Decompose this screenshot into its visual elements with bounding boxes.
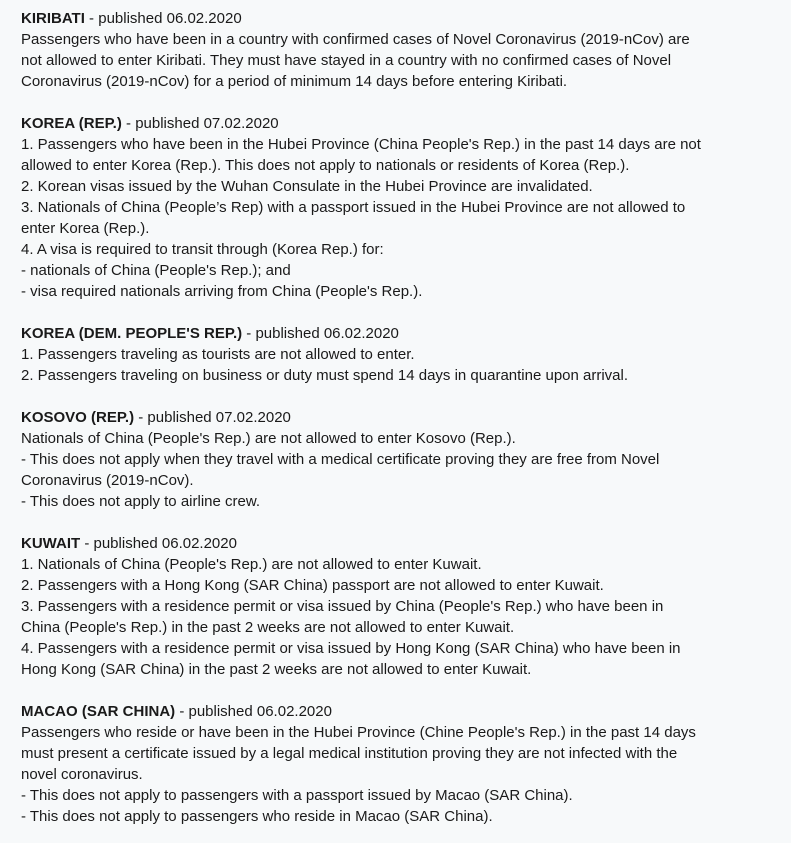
entry-heading xyxy=(21,323,785,344)
entry-line: - visa required nationals arriving from China (People's Rep.). xyxy=(21,283,423,300)
entry-heading xyxy=(21,533,785,554)
entry-kosovo-rep xyxy=(21,407,785,512)
entry-line: not allowed to enter Kiribati. They must have stayed in a country with no confirmed cases of Novel xyxy=(21,52,672,69)
entry-heading xyxy=(21,701,785,722)
published-date: - published 06.02.2020 xyxy=(80,535,237,552)
published-date: - published 06.02.2020 xyxy=(242,325,399,342)
entry-line: enter Korea (Rep.). xyxy=(21,220,150,237)
entry-line: 4. Passengers with a residence permit or visa issued by Hong Kong (SAR China) who have been in xyxy=(21,640,681,657)
entry-line: - This does not apply to airline crew. xyxy=(21,493,261,510)
entry-heading xyxy=(21,407,785,428)
country-name: KOREA (REP.) xyxy=(21,115,122,132)
entry-line: - This does not apply when they travel with a medical certificate proving they are free from Novel xyxy=(21,451,660,468)
entry-korea-rep xyxy=(21,113,785,302)
entry-line: - This does not apply to passengers with a passport issued by Macao (SAR China). xyxy=(21,787,573,804)
entry-line: Passengers who have been in a country with confirmed cases of Novel Coronavirus (2019-nCov) are xyxy=(21,31,690,48)
entry-line: 1. Passengers traveling as tourists are not allowed to enter. xyxy=(21,346,415,363)
entry-line: China (People's Rep.) in the past 2 weeks are not allowed to enter Kuwait. xyxy=(21,619,515,636)
published-date: - published 06.02.2020 xyxy=(175,703,332,720)
entry-kuwait xyxy=(21,533,785,680)
entry-heading xyxy=(21,8,785,29)
entry-line: 4. A visa is required to transit through (Korea Rep.) for: xyxy=(21,241,384,258)
entry-line: 3. Nationals of China (People’s Rep) with a passport issued in the Hubei Province are not allowed to xyxy=(21,199,686,216)
entry-line: allowed to enter Korea (Rep.). This does not apply to nationals or residents of Korea (Rep.). xyxy=(21,157,630,174)
published-date: - published 07.02.2020 xyxy=(134,409,291,426)
entry-line: must present a certificate issued by a legal medical institution proving they are not infected with the xyxy=(21,745,678,762)
entry-line: Coronavirus (2019-nCov) for a period of minimum 14 days before entering Kiribati. xyxy=(21,73,568,90)
entry-line: 3. Passengers with a residence permit or visa issued by China (People's Rep.) who have been in xyxy=(21,598,664,615)
entry-kiribati xyxy=(21,8,785,92)
entry-line: - This does not apply to passengers who reside in Macao (SAR China). xyxy=(21,808,493,825)
country-name: KOSOVO (REP.) xyxy=(21,409,135,426)
country-name: KOREA (DEM. PEOPLE'S REP.) xyxy=(21,325,243,342)
entry-line: Hong Kong (SAR China) in the past 2 weeks are not allowed to enter Kuwait. xyxy=(21,661,532,678)
entry-heading xyxy=(21,113,785,134)
entry-macao-sar-china xyxy=(21,701,785,827)
published-date: - published 06.02.2020 xyxy=(84,10,242,27)
entry-line: Passengers who reside or have been in the Hubei Province (Chine People's Rep.) in the past 14 days xyxy=(21,724,696,741)
entry-line: 2. Passengers traveling on business or duty must spend 14 days in quarantine upon arrival. xyxy=(21,367,629,384)
entry-line: Coronavirus (2019-nCov). xyxy=(21,472,194,489)
entry-line: 1. Nationals of China (People's Rep.) are not allowed to enter Kuwait. xyxy=(21,556,482,573)
entry-korea-dem-peoples-rep xyxy=(21,323,785,386)
published-date: - published 07.02.2020 xyxy=(121,115,279,132)
entry-line: 2. Korean visas issued by the Wuhan Consulate in the Hubei Province are invalidated. xyxy=(21,178,593,195)
entry-line: novel coronavirus. xyxy=(21,766,143,783)
country-name: KIRIBATI xyxy=(21,10,85,27)
entry-line: - nationals of China (People's Rep.); and xyxy=(21,262,291,279)
country-name: KUWAIT xyxy=(21,535,81,552)
entry-line: 2. Passengers with a Hong Kong (SAR China) passport are not allowed to enter Kuwait. xyxy=(21,577,604,594)
entry-line: 1. Passengers who have been in the Hubei Province (China People's Rep.) in the past 14 days are not xyxy=(21,136,701,153)
country-name: MACAO (SAR CHINA) xyxy=(21,703,176,720)
entry-line: Nationals of China (People's Rep.) are not allowed to enter Kosovo (Rep.). xyxy=(21,430,516,447)
